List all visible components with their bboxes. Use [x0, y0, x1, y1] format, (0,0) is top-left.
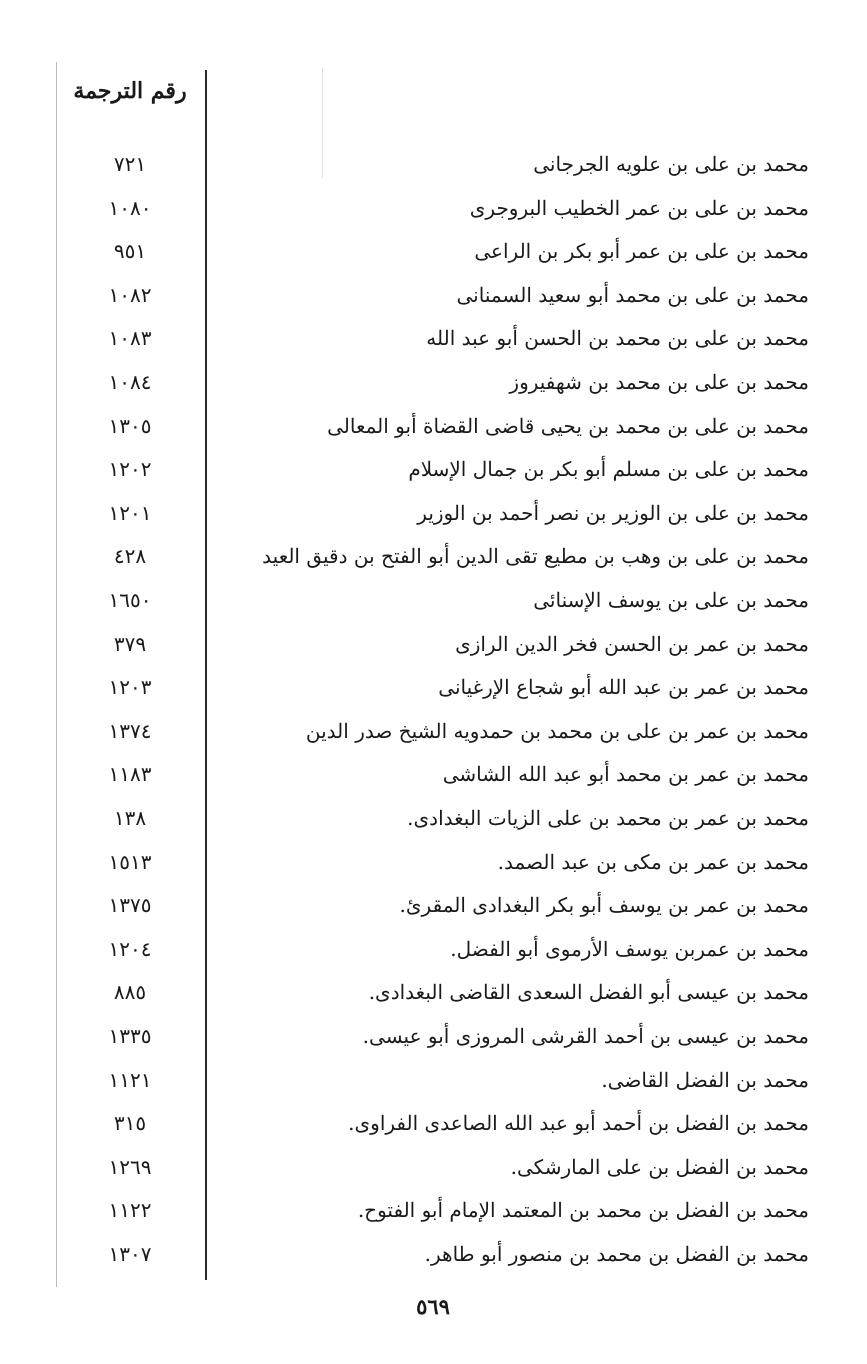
list-item — [0, 273, 867, 317]
entry-name: محمد بن على بن الوزير بن نصر أحمد بن الوزير — [417, 500, 809, 525]
list-item — [0, 1101, 867, 1145]
entry-number: ١٢٠٢ — [108, 457, 152, 482]
list-item — [0, 1058, 867, 1102]
list-item — [0, 534, 867, 578]
list-item — [0, 752, 867, 796]
entry-number: ٤٢٨ — [113, 544, 147, 569]
entry-number: ١١٢٢ — [108, 1198, 152, 1223]
list-item — [0, 447, 867, 491]
entry-name: محمد بن على بن علويه الجرجانى — [533, 152, 809, 176]
entry-name: محمد بن عيسى بن أحمد القرشى المروزى أبو عيسى. — [362, 1024, 809, 1048]
entry-name: محمد بن عمر بن عبد الله أبو شجاع الإرغيانى — [438, 675, 809, 700]
entry-name: محمد بن على بن وهب بن مطيع تقى الدين أبو الفتح بن دقيق العيد — [262, 544, 809, 569]
entry-name: محمد بن عمر بن على بن محمد بن حمدويه الشيخ صدر الدين — [305, 718, 809, 743]
list-item — [0, 1188, 867, 1232]
entry-number: ٣٧٩ — [113, 631, 147, 656]
entry-number: ١٠٨٣ — [108, 326, 152, 351]
list-item — [0, 404, 867, 448]
list-item — [0, 796, 867, 840]
list-item — [0, 1145, 867, 1189]
entry-number: ٨٨٥ — [113, 980, 147, 1005]
entry-number: ١٢٠٣ — [108, 675, 152, 700]
entry-number: ١٣٨ — [113, 806, 147, 830]
entry-name: محمد بن الفضل بن محمد بن المعتمد الإمام أبو الفتوح. — [357, 1198, 809, 1223]
list-item — [0, 665, 867, 709]
list-item — [0, 1014, 867, 1058]
entry-number: ١٥١٣ — [108, 849, 152, 874]
list-item — [0, 1232, 867, 1276]
entry-name: محمد بن على بن محمد بن الحسن أبو عبد الله — [426, 326, 809, 351]
entry-number: ٧٢١ — [113, 152, 147, 176]
entry-name: محمد بن عمربن يوسف الأرموى أبو الفضل. — [450, 936, 809, 961]
list-item — [0, 186, 867, 230]
page-number: ٥٦٩ — [416, 1294, 450, 1319]
list-item — [0, 491, 867, 535]
entry-name: محمد بن عمر بن مكى بن عبد الصمد. — [497, 849, 809, 874]
entry-name: محمد بن على بن يوسف الإسنائى — [533, 588, 809, 612]
entry-name: محمد بن على بن محمد أبو سعيد السمنانى — [456, 282, 809, 307]
entry-name: محمد بن عمر بن الحسن فخر الدين الرازى — [455, 631, 809, 656]
list-item — [0, 840, 867, 884]
entry-name: محمد بن على بن عمر الخطيب البروجرى — [469, 195, 809, 220]
entry-number: ١١٨٣ — [108, 762, 152, 787]
entry-number: ١٠٨٠ — [108, 195, 152, 220]
entry-number: ١٣٠٧ — [108, 1242, 152, 1266]
entry-number: ١٢٠٤ — [108, 936, 152, 961]
entry-number: ١٢٠١ — [108, 500, 152, 525]
entry-number: ١٠٨٤ — [108, 370, 152, 394]
entry-name: محمد بن الفضل بن محمد بن منصور أبو طاهر. — [424, 1242, 809, 1266]
list-item — [0, 142, 867, 186]
entry-number: ١١٢١ — [108, 1067, 152, 1092]
entry-number: ١٣٧٥ — [108, 893, 152, 918]
number-column-header: رقم الترجمة — [73, 78, 187, 104]
list-item — [0, 316, 867, 360]
entry-name: محمد بن الفضل بن أحمد أبو عبد الله الصاعدى الفراوى. — [348, 1111, 809, 1136]
list-item — [0, 622, 867, 666]
entry-number: ١٦٥٠ — [108, 588, 152, 612]
list-item — [0, 229, 867, 273]
entry-name: محمد بن الفضل القاضى. — [601, 1067, 809, 1092]
list-item — [0, 578, 867, 622]
entry-name: محمد بن على بن محمد بن شهفيروز — [509, 370, 809, 394]
entry-name: محمد بن عمر بن محمد بن على الزيات البغدادى. — [407, 806, 809, 830]
entry-name: محمد بن على بن عمر أبو بكر بن الراعى — [474, 239, 809, 264]
entry-number: ١٠٨٢ — [108, 282, 152, 307]
entry-number: ٣١٥ — [113, 1111, 147, 1136]
entry-name: محمد بن عمر بن محمد أبو عبد الله الشاشى — [442, 762, 809, 787]
list-item — [0, 927, 867, 971]
entry-name: محمد بن على بن محمد بن يحيى قاضى القضاة أبو المعالى — [327, 413, 809, 438]
entry-number: ٩٥١ — [113, 239, 147, 264]
entry-number: ١٣٣٥ — [108, 1024, 152, 1048]
list-item — [0, 883, 867, 927]
entry-number: ١٣٧٤ — [108, 718, 152, 743]
list-item — [0, 970, 867, 1014]
entry-name: محمد بن عيسى أبو الفضل السعدى القاضى البغدادى. — [368, 980, 809, 1005]
entry-name: محمد بن عمر بن يوسف أبو بكر البغدادى المقرئ. — [399, 893, 809, 918]
list-item — [0, 709, 867, 753]
entry-name: محمد بن على بن مسلم أبو بكر بن جمال الإسلام — [408, 457, 809, 482]
entry-number: ١٢٦٩ — [108, 1154, 152, 1179]
list-item — [0, 360, 867, 404]
entry-name: محمد بن الفضل بن على المارشكى. — [510, 1154, 809, 1179]
entry-number: ١٣٠٥ — [108, 413, 152, 438]
